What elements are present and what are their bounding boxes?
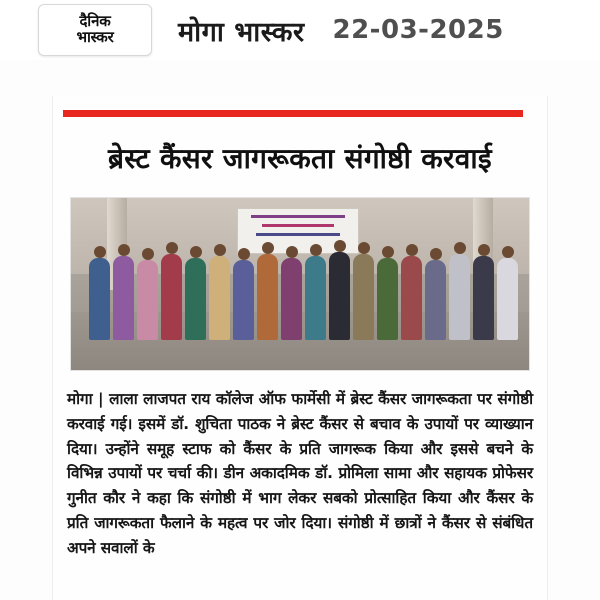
photo-person bbox=[89, 258, 110, 340]
photo-person bbox=[473, 256, 494, 340]
accent-rule bbox=[63, 110, 523, 117]
masthead bbox=[0, 0, 600, 60]
logo-line-1: दैनिक bbox=[79, 12, 111, 31]
article-photo bbox=[70, 197, 530, 371]
person-head-icon bbox=[406, 244, 418, 256]
person-head-icon bbox=[358, 242, 370, 254]
banner-line-1 bbox=[251, 215, 345, 218]
photo-person bbox=[377, 258, 398, 340]
person-head-icon bbox=[502, 246, 514, 258]
article-clipping bbox=[52, 96, 548, 600]
photo-person bbox=[137, 260, 158, 340]
person-head-icon bbox=[190, 246, 202, 258]
photo-person bbox=[305, 256, 326, 340]
edition-title: मोगा भास्कर bbox=[178, 16, 305, 48]
person-head-icon bbox=[142, 248, 154, 260]
article-body: मोगा | लाला लाजपत राय कॉलेज ऑफ फार्मेसी में ब्रेस्ट कैंसर जागरूकता पर संगोष्ठी करवाई गई। इसमें डॉ. शुचिता पाठक ने ब्रेस्ट कैंसर से बचाव के उपायों पर व्याख्यान दिया। उन्होंने समूह स्टाफ को कैंसर के प्रति जागरूक किया और इससे बचने के विभिन्न उपायों पर चर्चा की। डीन अकादमिक डॉ. प्रोमिला सामा और सहायक प्रोफेसर गुनीत कौर ने कहा कि संगोष्ठी में भाग लेकर सबको प्रोत्साहित किया और कैंसर के प्रति जागरूकता फैलाने के महत्व पर जोर दिया। संगोष्ठी में छात्रों ने कैंसर से संबंधित अपने सवालों के bbox=[67, 390, 533, 557]
photo-person bbox=[449, 254, 470, 340]
photo-person bbox=[209, 256, 230, 340]
photo-person bbox=[233, 260, 254, 340]
banner-line-3 bbox=[256, 233, 340, 236]
logo-line-2: भास्कर bbox=[76, 28, 114, 46]
person-head-icon bbox=[118, 244, 130, 256]
person-head-icon bbox=[166, 242, 178, 254]
photo-person bbox=[185, 258, 206, 340]
person-head-icon bbox=[214, 244, 226, 256]
photo-person bbox=[329, 252, 350, 340]
banner-line-2 bbox=[262, 224, 334, 227]
photo-person bbox=[401, 256, 422, 340]
person-head-icon bbox=[94, 246, 106, 258]
photo-group-of-people bbox=[71, 242, 529, 340]
person-head-icon bbox=[286, 246, 298, 258]
person-head-icon bbox=[382, 246, 394, 258]
person-head-icon bbox=[478, 244, 490, 256]
person-head-icon bbox=[454, 242, 466, 254]
person-head-icon bbox=[262, 242, 274, 254]
photo-person bbox=[257, 254, 278, 340]
person-head-icon bbox=[430, 248, 442, 260]
article-headline: ब्रेस्ट कैंसर जागरूकता संगोष्ठी करवाई bbox=[108, 142, 492, 175]
person-head-icon bbox=[238, 248, 250, 260]
issue-date: 22-03-2025 bbox=[332, 15, 504, 45]
photo-person bbox=[281, 258, 302, 340]
person-head-icon bbox=[334, 240, 346, 252]
photo-person bbox=[425, 260, 446, 340]
photo-person bbox=[497, 258, 518, 340]
person-head-icon bbox=[310, 244, 322, 256]
newspaper-logo bbox=[38, 4, 152, 56]
photo-person bbox=[353, 254, 374, 340]
photo-person bbox=[161, 254, 182, 340]
photo-person bbox=[113, 256, 134, 340]
